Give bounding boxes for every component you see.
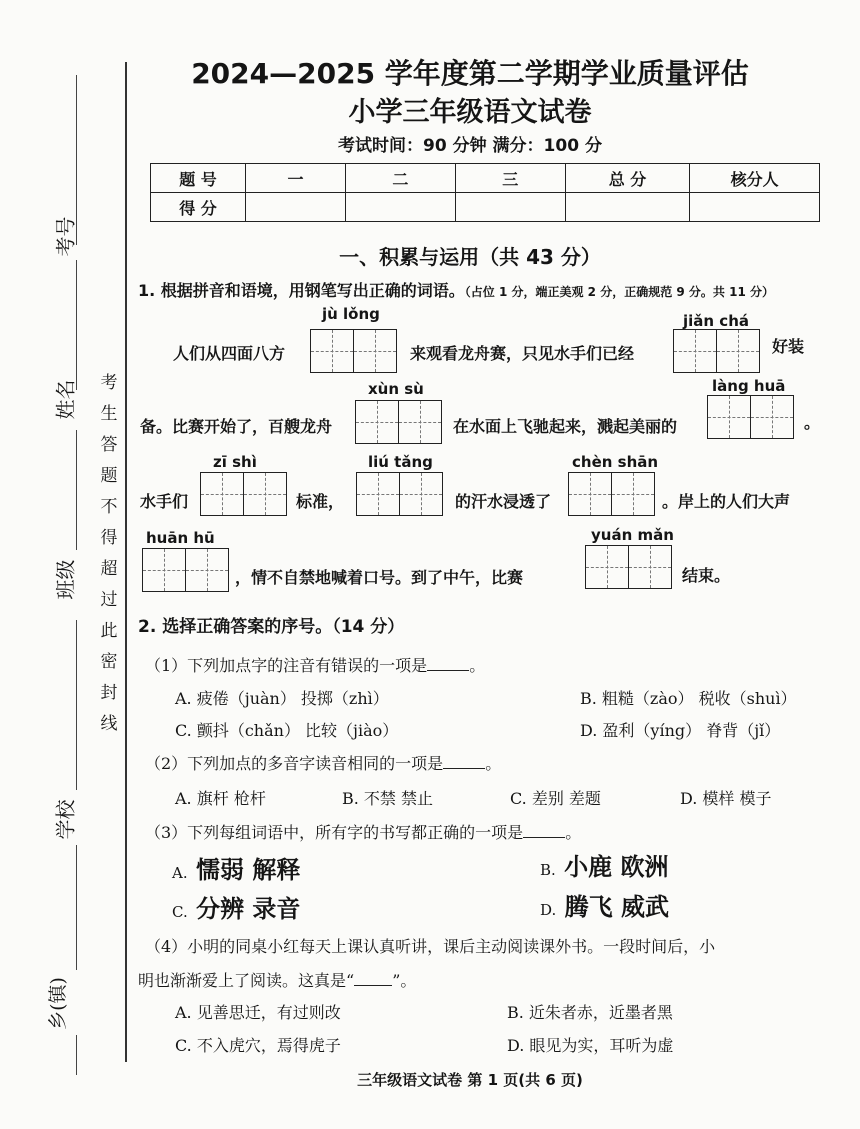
q2-4-stem-line2: 明也渐渐爱上了阅读。这真是“ ”。 [138,971,417,990]
score-header-2: 二 [346,164,456,193]
section-title: 一、积累与运用（共 43 分） [339,245,601,269]
township-label: 乡(镇) [46,977,69,1030]
q2-4-option-a: A. 见善思迁，有过则改 [175,1003,341,1022]
name-blank [76,260,77,390]
q2-3-option-b: B. 小鹿 欧洲 [540,852,669,881]
text-part: 的汗水浸透了 [455,492,552,511]
q2-2-option-a: A. 旗杆 枪杆 [175,789,266,808]
pinyin-langhua: làng huā [712,377,786,395]
sealing-notice: 考 生 答 题 不 得 超 过 此 密 封 线 [100,373,118,734]
pinyin-liutang: liú tǎng [368,453,433,471]
score-cell-1[interactable] [246,193,346,222]
exam-subtitle: 小学三年级语文试卷 [348,97,592,128]
pinyin-jiancha: jiǎn chá [683,312,749,330]
score-cell-2[interactable] [346,193,456,222]
write-box-langhua[interactable] [707,395,794,439]
name-label: 姓名 [53,379,78,420]
score-header-3: 三 [455,164,565,193]
text-part: ，情不自禁地喊着口号。到了中午，比赛 [235,568,524,587]
write-box-xunsu[interactable] [355,400,442,444]
text-part: 备。比赛开始了，百艘龙舟 [140,417,333,436]
text-part: 好装 [772,337,805,356]
text-part: 在水面上飞驰起来，溅起美丽的 [453,417,678,436]
pinyin-chenshan: chèn shān [572,453,659,471]
q2-2-option-b: B. 不禁 禁止 [342,789,434,808]
q2-4-stem-line1: （4）小明的同桌小红每天上课认真听讲，课后主动阅读课外书。一段时间后，小 [145,937,716,956]
write-box-jiancha[interactable] [673,329,760,373]
score-table [150,163,820,222]
q2-4-option-c: C. 不入虎穴，焉得虎子 [175,1036,341,1055]
question-1: 1. 根据拼音和语境，用钢笔写出正确的词语。（占位 1 分，端正美观 2 分，正确规范 9 分。共 11 分） [138,281,774,300]
answer-blank[interactable] [443,754,485,769]
pinyin-xunsu: xùn sù [368,380,424,398]
text-part: 水手们 [140,492,189,511]
class-blank [76,430,77,550]
q2-2-option-d: D. 模样 模子 [680,789,772,808]
answer-blank[interactable] [354,971,392,986]
pinyin-zishi: zī shì [213,453,257,471]
pinyin-yuanman: yuán mǎn [591,526,674,544]
pinyin-julong: jù lǒng [322,305,380,323]
score-cell-checker[interactable] [690,193,820,222]
write-box-huanhu[interactable] [142,548,229,592]
binding-line [125,62,127,1062]
q2-1-option-a: A. 疲倦（juàn） 投掷（zhì） [175,689,389,708]
write-box-chenshan[interactable] [568,472,655,516]
page-footer: 三年级语文试卷 第 1 页(共 6 页) [357,1071,583,1089]
text-part: 。岸上的人们大声 [662,492,791,511]
write-box-yuanman[interactable] [585,545,672,589]
q2-1-option-c: C. 颤抖（chǎn） 比较（jiào） [175,721,399,740]
write-box-zishi[interactable] [200,472,287,516]
question-2: 2. 选择正确答案的序号。（14 分） [138,617,405,637]
score-cell-total[interactable] [565,193,690,222]
answer-blank[interactable] [427,656,469,671]
class-label: 班级 [53,559,78,600]
text-part: 人们从四面八方 [173,344,286,363]
q2-3-option-c: C. 分辨 录音 [172,894,301,923]
score-header-1: 一 [246,164,346,193]
pinyin-huanhu: huān hū [146,529,215,547]
score-header-total: 总 分 [565,164,690,193]
text-part: 结束。 [682,566,731,585]
q2-1-stem: （1）下列加点字的注音有错误的一项是 。 [145,656,486,675]
text-part: 。 [804,413,821,432]
write-box-julong[interactable] [310,329,397,373]
school-blank [76,620,77,790]
q2-2-stem: （2）下列加点的多音字读音相同的一项是 。 [145,754,502,773]
q2-2-option-c: C. 差别 差题 [510,789,601,808]
q2-4-option-d: D. 眼见为实，耳听为虚 [507,1036,674,1055]
exam-title: 2024—2025 学年度第二学期学业质量评估 [191,57,749,90]
score-header-question: 题 号 [151,164,246,193]
q2-3-option-d: D. 腾飞 威武 [540,892,669,921]
school-label: 学校 [53,799,78,840]
q2-3-stem: （3）下列每组词语中，所有字的书写都正确的一项是 。 [145,823,582,842]
score-row-label: 得 分 [151,193,246,222]
text-part: 来观看龙舟赛，只见水手们已经 [410,344,635,363]
text-part: 标准， [296,492,345,511]
exam-number-label: 考号 [53,216,78,257]
q2-1-option-d: D. 盈利（yíng） 脊背（jǐ） [580,721,781,740]
q2-1-option-b: B. 粗糙（zào） 税收（shuì） [580,689,797,708]
exam-info: 考试时间：90 分钟 满分：100 分 [338,136,602,156]
q2-3-option-a: A. 懦弱 解释 [172,855,301,884]
score-cell-3[interactable] [455,193,565,222]
score-header-checker: 核分人 [690,164,820,193]
write-box-liutang[interactable] [356,472,443,516]
answer-blank[interactable] [523,823,565,838]
township-blank [76,845,77,970]
q2-4-option-b: B. 近朱者赤，近墨者黑 [507,1003,673,1022]
